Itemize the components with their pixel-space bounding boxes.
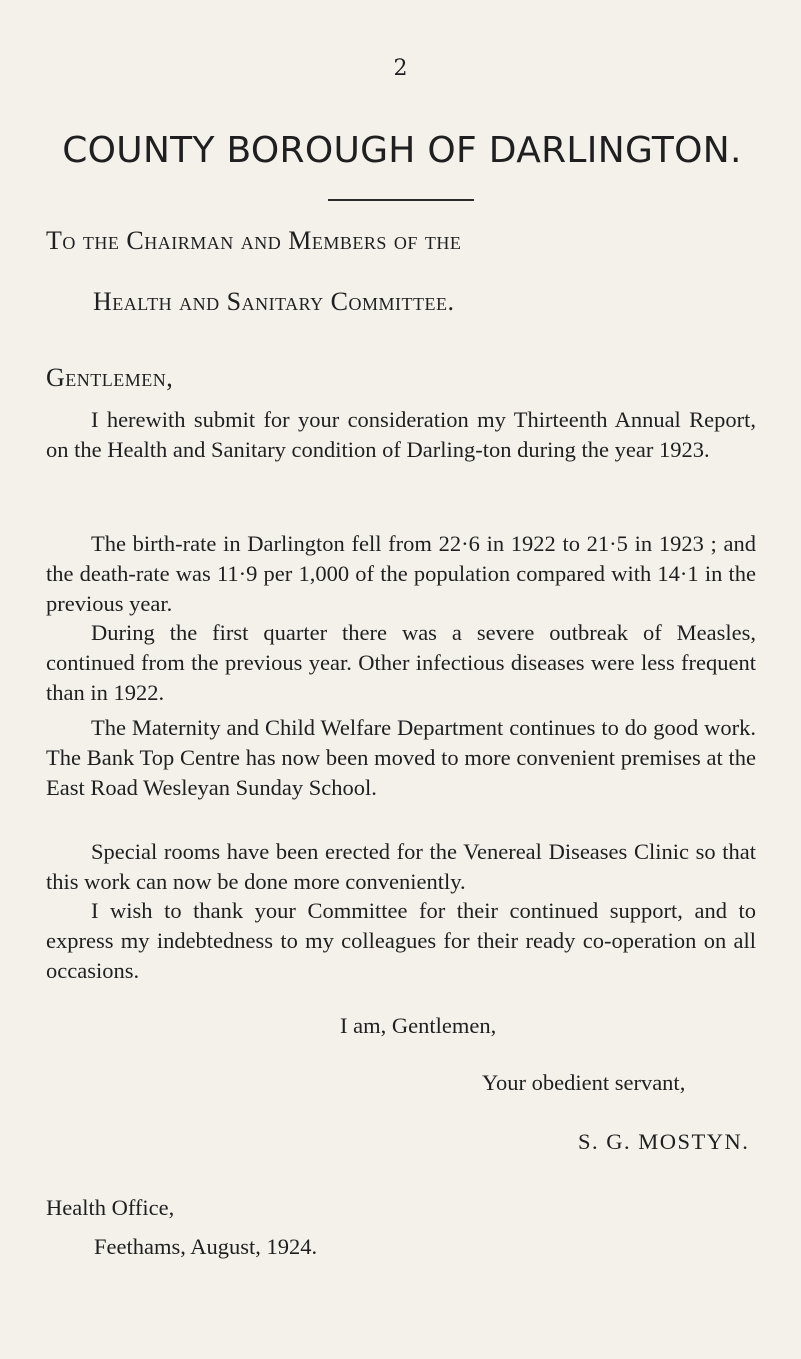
address-line-2: Feethams, August, 1924.	[94, 1234, 318, 1259]
signature: S. G. MOSTYN.	[578, 1129, 750, 1154]
heading-rule	[328, 199, 474, 201]
paragraph-thanks: I wish to thank your Committee for their continued support, and to express my indebtedness to my colleagues for their ready co-operation on all occasions.	[46, 898, 756, 983]
paragraph-measles-outbreak: During the first quarter there was a severe outbreak of Measles, continued from the previous year. Other infectious diseases were less frequent than in 1922.	[46, 620, 756, 705]
paragraph-maternity-welfare: The Maternity and Child Welfare Department continues to do good work. The Bank Top Centre has now been moved to more convenient premises at the East Road Wesleyan Sunday School.	[46, 715, 756, 800]
paragraph-annual-report: I herewith submit for your consideration my Thirteenth Annual Report, on the Health and Sanitary condition of Darling-ton during the year 1923.	[46, 407, 756, 462]
closing-line-2: Your obedient servant,	[482, 1070, 686, 1095]
paragraph-venereal-clinic: Special rooms have been erected for the Venereal Diseases Clinic so that this work can now be done more conveniently.	[46, 839, 756, 894]
document-heading: COUNTY BOROUGH OF DARLINGTON.	[62, 130, 742, 172]
address-line-1: Health Office,	[46, 1195, 175, 1220]
addressee-line-2: Health and Sanitary Committee.	[93, 287, 455, 316]
salutation: Gentlemen,	[46, 363, 174, 392]
closing-line-1: I am, Gentlemen,	[340, 1013, 497, 1038]
page-number: 2	[393, 56, 408, 81]
paragraph-birth-death-rate: The birth-rate in Darlington fell from 22·6 in 1922 to 21·5 in 1923 ; and the death-rate was 11·9 per 1,000 of the population compared with 14·1 in the previous year.	[46, 531, 756, 616]
addressee-line-1: To the Chairman and Members of the	[46, 226, 462, 255]
